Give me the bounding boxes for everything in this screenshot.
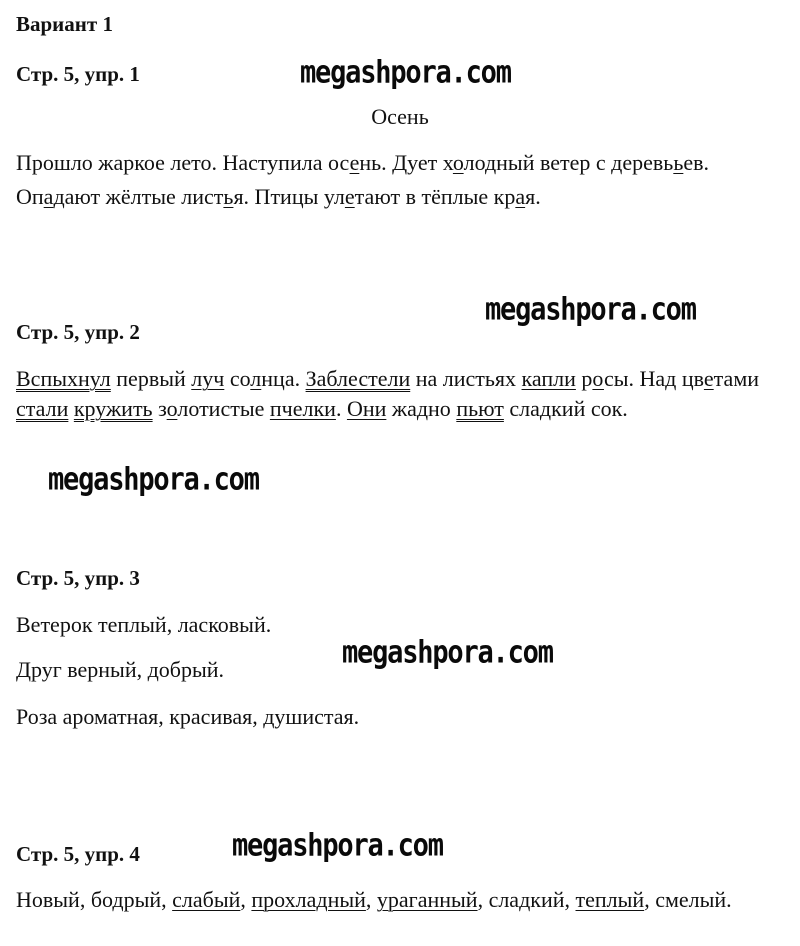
- text-segment: ,: [240, 887, 252, 912]
- exercise-3-heading: Стр. 5, упр. 3: [16, 566, 140, 590]
- exercise-2-text: [16, 364, 786, 424]
- exercise-3-line: Друг верный, добрый.: [16, 657, 225, 682]
- underlined-text: капли: [521, 366, 576, 391]
- underlined-text: о: [452, 150, 464, 175]
- underlined-text: о: [166, 396, 178, 421]
- text-segment: первый: [110, 366, 192, 391]
- variant-title: Вариант 1: [16, 12, 113, 36]
- underlined-text: а: [43, 184, 54, 209]
- underlined-text: теплый: [575, 887, 645, 912]
- underlined-text: о: [592, 366, 604, 391]
- double-underlined-text: пьют: [456, 396, 504, 421]
- underlined-text: ь: [223, 184, 234, 209]
- underlined-text: прохладный: [251, 887, 366, 912]
- text-segment: .: [335, 396, 347, 421]
- underlined-text: луч: [191, 366, 225, 391]
- text-segment: я. Птицы ул: [233, 184, 345, 209]
- exercise-1-heading: Стр. 5, упр. 1: [16, 62, 140, 86]
- text-segment: Прошло жаркое лето. Наступила ос: [16, 150, 350, 175]
- underlined-text: ураганный: [376, 887, 478, 912]
- underlined-text: е: [344, 184, 355, 209]
- text-segment: нь. Дует х: [359, 150, 453, 175]
- double-underlined-text: Вспыхнул: [16, 366, 111, 391]
- text-segment: со: [224, 366, 251, 391]
- text-segment: з: [152, 396, 167, 421]
- watermark: megashpora.com: [485, 292, 696, 328]
- watermark: megashpora.com: [300, 55, 511, 91]
- text-segment: жадно: [386, 396, 457, 421]
- exercise-4-heading: Стр. 5, упр. 4: [16, 842, 140, 866]
- double-underlined-text: стали: [16, 396, 69, 421]
- underlined-text: а: [515, 184, 526, 209]
- exercise-4-text: [16, 884, 786, 916]
- double-underlined-text: кружить: [73, 396, 153, 421]
- text-segment: сла: [503, 396, 540, 421]
- underlined-text: е: [703, 366, 714, 391]
- exercise-1-title: Осень: [371, 104, 429, 129]
- text-segment: ев. Оп: [16, 150, 710, 209]
- double-underlined-text: Заблестели: [305, 366, 411, 391]
- text-segment: тают в тёплые кр: [354, 184, 516, 209]
- text-segment: Новый, бодрый,: [16, 887, 173, 912]
- text-segment: , сладкий,: [477, 887, 576, 912]
- text-segment: дают жёлтые лист: [53, 184, 224, 209]
- exercise-3-line: Ветерок теплый, ласковый.: [16, 612, 272, 637]
- exercise-2-heading: Стр. 5, упр. 2: [16, 320, 140, 344]
- text-segment: лодный ветер с деревь: [463, 150, 674, 175]
- underlined-text: слабый: [172, 887, 241, 912]
- text-segment: кий сок.: [551, 396, 628, 421]
- text-segment: , смелый.: [644, 887, 732, 912]
- underlined-text: Они: [346, 396, 387, 421]
- text-segment: лотистые: [177, 396, 270, 421]
- underlined-text: пчелки: [269, 396, 336, 421]
- text-segment: я.: [525, 184, 541, 209]
- text-segment: тами: [713, 366, 760, 391]
- underlined-text: л: [250, 366, 262, 391]
- exercise-1-text: [16, 146, 786, 214]
- exercise-3-line: Роза ароматная, красивая, душистая.: [16, 704, 360, 729]
- text-segment: р: [575, 366, 593, 391]
- text-segment: на листьях: [410, 366, 522, 391]
- watermark: megashpora.com: [232, 828, 443, 864]
- underlined-text: д: [539, 396, 552, 421]
- watermark: megashpora.com: [48, 462, 259, 498]
- watermark: megashpora.com: [342, 635, 553, 671]
- text-segment: сы. Над цв: [603, 366, 704, 391]
- underlined-text: е: [349, 150, 360, 175]
- text-segment: ,: [365, 887, 377, 912]
- text-segment: нца.: [261, 366, 306, 391]
- underlined-text: ь: [673, 150, 684, 175]
